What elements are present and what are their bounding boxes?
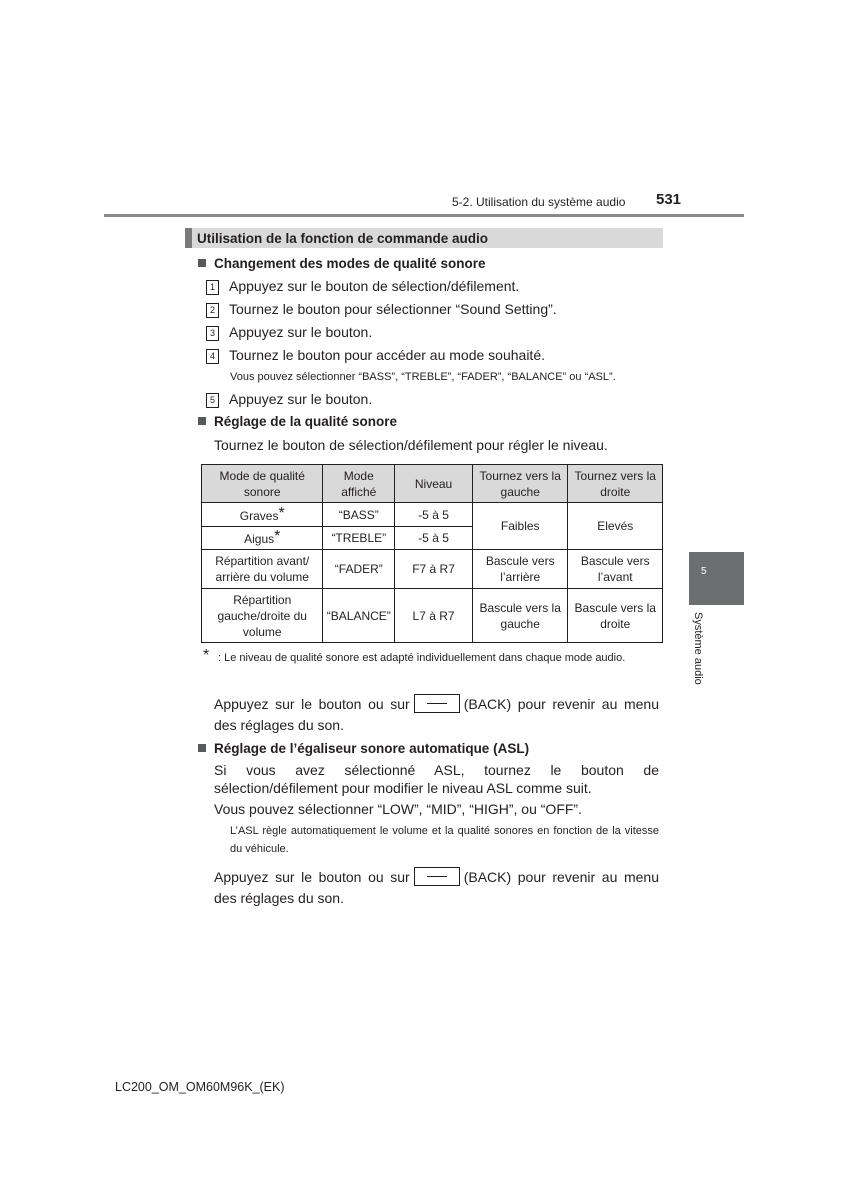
col-header-mode: Mode de qualité sonore [202, 465, 323, 503]
step-1 [206, 278, 519, 295]
table-cell: Faibles [472, 503, 568, 550]
table-cell: Bascule vers la droite [568, 589, 663, 643]
table-cell: Graves* [202, 503, 323, 527]
square-bullet-icon [198, 744, 206, 752]
step-4-note: Vous pouvez sélectionner “BASS”, “TREBLE”, “FADER”, “BALANCE” ou “ASL”. [230, 371, 616, 383]
step-number: 1 [206, 280, 219, 295]
chapter-label: Système audio [692, 612, 704, 685]
chapter-number: 5 [701, 566, 707, 577]
asl-paragraph: Si vous avez sélectionné ASL, tournez le bouton de sélection/défilement pour modifier le niveau ASL comme suit. [214, 762, 659, 796]
step-text: Tournez le bouton pour sélectionner “Sound Setting”. [229, 301, 557, 317]
step-number: 3 [206, 326, 219, 341]
square-bullet-icon [198, 259, 206, 267]
table-cell: Bascule vers l’avant [568, 550, 663, 589]
footnote-text: : Le niveau de qualité sonore est adapté individuellement dans chaque mode audio. [218, 652, 626, 664]
step-number: 5 [206, 393, 219, 408]
table-cell: L7 à R7 [395, 589, 473, 643]
step-text: Appuyez sur le bouton. [229, 391, 373, 407]
header-section: 5-2. Utilisation du système audio [452, 195, 626, 209]
step-text: Appuyez sur le bouton. [229, 324, 373, 340]
table-cell: F7 à R7 [395, 550, 473, 589]
col-header-left: Tournez vers la gauche [472, 465, 568, 503]
asterisk: * [278, 504, 285, 522]
subheading-sound-quality [198, 414, 397, 429]
asl-options: Vous pouvez sélectionner “LOW”, “MID”, “HIGH”, ou “OFF”. [214, 801, 582, 817]
step-3 [206, 324, 372, 341]
footnote-marker: * [203, 647, 210, 664]
square-bullet-icon [198, 417, 206, 425]
table-cell: Elevés [568, 503, 663, 550]
table-row-balance [202, 589, 663, 643]
subheading-text: Réglage de la qualité sonore [214, 414, 398, 429]
step-text: Appuyez sur le bouton de sélection/défilement. [229, 278, 520, 294]
back-instruction-2: Appuyez sur le bouton ou sur (BACK) pour revenir au menu des réglages du son. [214, 869, 659, 906]
asterisk: * [274, 528, 281, 545]
section-title: Utilisation de la fonction de commande audio [197, 231, 489, 246]
subheading-asl [198, 741, 529, 756]
subheading-text: Changement des modes de qualité sonore [214, 256, 486, 271]
col-header-right: Tournez vers la droite [568, 465, 663, 503]
table-cell: Bascule vers l’arrière [472, 550, 568, 589]
footer-code: LC200_OM_OM60M96K_(EK) [115, 1080, 285, 1094]
table-row-fader [202, 550, 663, 589]
step-number: 2 [206, 303, 219, 318]
table-cell: “FADER” [323, 550, 395, 589]
table-row-graves [202, 503, 663, 527]
quality-intro: Tournez le bouton de sélection/défilement pour régler le niveau. [214, 437, 608, 453]
chapter-tab [689, 552, 744, 605]
asl-note: L’ASL règle automatiquement le volume et la qualité sonores en fonction de la vitesse du véhicule. [230, 825, 659, 855]
back-instruction-1: Appuyez sur le bouton ou sur (BACK) pour revenir au menu des réglages du son. [214, 696, 659, 733]
step-2 [206, 301, 557, 318]
table-cell: Aigus* [202, 527, 323, 550]
col-header-level: Niveau [395, 465, 473, 503]
table-cell: “BASS” [323, 503, 395, 527]
sound-quality-table [201, 464, 663, 643]
table-header-row [202, 465, 663, 503]
table-cell: -5 à 5 [395, 503, 473, 527]
table-cell: “BALANCE” [323, 589, 395, 643]
table-cell: -5 à 5 [395, 527, 473, 550]
table-cell: Bascule vers la gauche [472, 589, 568, 643]
table-cell: Répartition gauche/droite du volume [202, 589, 323, 643]
step-4 [206, 347, 545, 364]
subheading-sound-modes [198, 256, 486, 271]
table-cell: “TREBLE” [323, 527, 395, 550]
header-rule [104, 214, 744, 217]
back-button-icon [414, 694, 460, 713]
page-number: 531 [656, 191, 682, 208]
table-cell: Répartition avant/ arrière du volume [202, 550, 323, 589]
col-header-display: Mode affiché [323, 465, 395, 503]
subheading-text: Réglage de l’égaliseur sonore automatique (ASL) [214, 741, 530, 756]
back-button-icon [414, 867, 460, 886]
step-5 [206, 391, 372, 408]
step-text: Tournez le bouton pour accéder au mode souhaité. [229, 347, 545, 363]
step-number: 4 [206, 349, 219, 364]
footnote [203, 647, 659, 666]
